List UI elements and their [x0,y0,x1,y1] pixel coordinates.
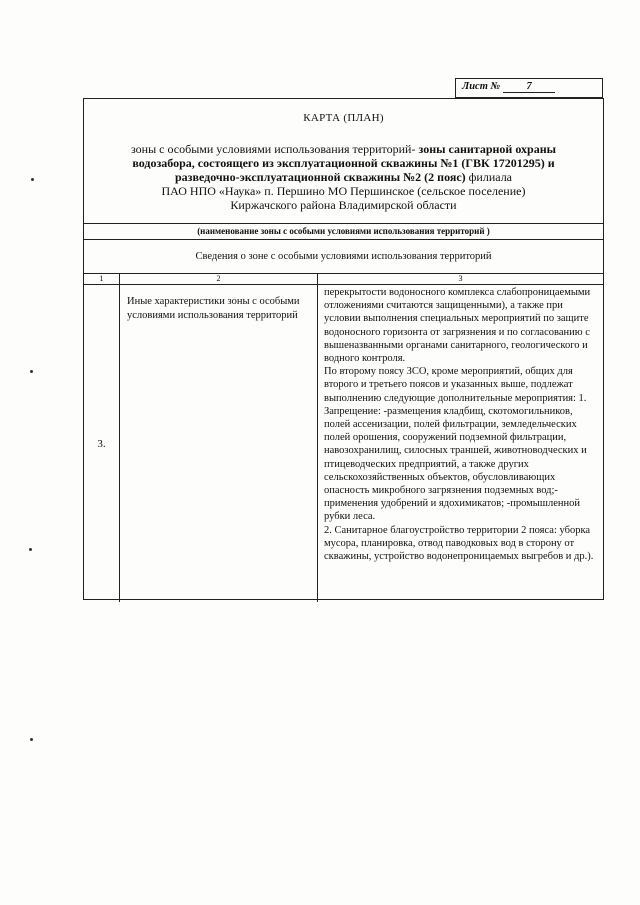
row-number: 3. [84,285,120,602]
details-paragraph-3: 2. Санитарное благоустройство территории 2 пояса: уборка мусора, планировка, отвод паводковых вод в сторону от скважины, устройство водонепроницаемых выгребов и др.). [324,524,594,563]
details-paragraph-1: перекрытости водоносного комплекса слабопроницаемыми отложениями считаются защищенными), а также при условии выполнения специальных мероприятий по защите водоносного горизонта от загрязнения и по согласованию с вышеназванными органами санитарного, геологического и водного контроля. [324,287,591,365]
row-details [318,285,603,602]
title-block [84,99,603,224]
scan-speck [30,738,33,741]
table-row [84,285,603,602]
row-characteristic: Иные характеристики зоны с особыми условиями использования территорий [120,285,318,602]
zone-region: Киржачского района Владимирской области [230,198,457,212]
document-table [83,98,604,600]
zone-tail: филиала [465,170,513,184]
scan-speck [30,370,33,373]
scan-speck [29,548,32,551]
details-paragraph-2: По второму поясу ЗСО, кроме мероприятий, общих для второго и третьего поясов и указанных выше, подлежат выполнению следующие дополнительные мероприятия: 1. Запрещение: -размещения кладбищ, скотомогильников, полей ассенизации, полей фильтрации, земледельческих полей орошения, сооружений подземной фильтрации, навозохранилищ, силосных траншей, животноводческих и птицеводческих предприятий, а также других сельскохозяйственных объектов, обусловливающих опасность микробного загрязнения подземных вод;-применения удобрений и ядохимикатов; -промышленной рубки леса. [324,366,587,523]
header-col-1: 1 [84,274,120,284]
map-title: КАРТА (ПЛАН) [303,112,384,124]
sheet-number: 7 [503,81,555,93]
header-col-3: 3 [458,274,463,283]
zone-intro: зоны с особыми условиями использования территорий- [130,142,416,156]
header-col-2: 2 [120,274,318,284]
zone-bold-part: зоны санитарной охраны водозабора, состоящего из эксплуатационной скважины №1 (ГВК 17201295) и разведочно-эксплуатационной скважины №2 (2 пояс) [132,142,557,184]
zone-organization: ПАО НПО «Наука» п. Першино МО Першинское (сельское поселение) [161,184,526,198]
zone-name-caption: (наименование зоны с особыми условиями использования территорий ) [84,224,603,240]
scan-speck [31,178,34,181]
sheet-number-box [455,78,603,98]
table-header-row [84,274,603,285]
sheet-label: Лист № [462,81,501,92]
zone-description [84,142,603,212]
section-title: Сведения о зоне с особыми условиями использования территорий [84,240,603,274]
